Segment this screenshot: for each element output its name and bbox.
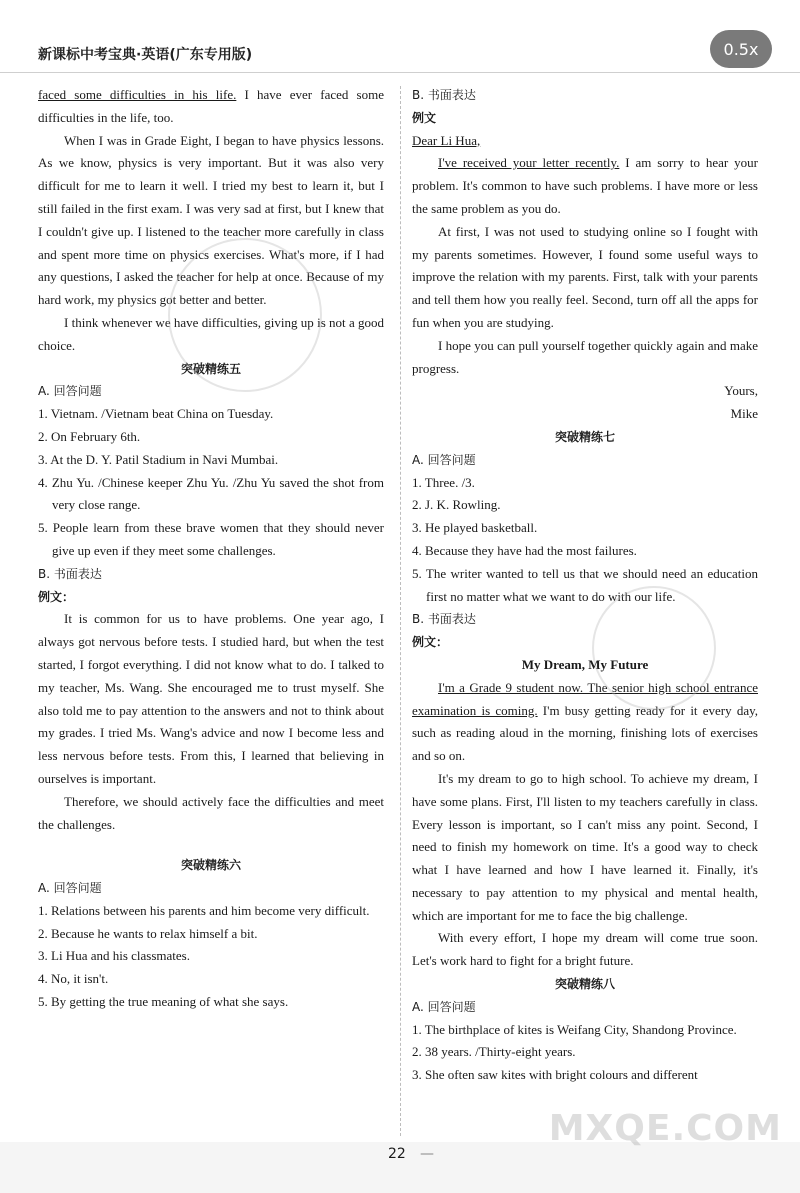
section-b-label: B. 书面表达 [412, 612, 476, 627]
letter-paragraph: At first, I was not used to studying online so I fought with my parents sometimes. However, I found some useful ways to improve the relation with my parents. First, talk with your parents and tell them how you really feel. Second, turn off all the apps for fun when you are studying. [412, 223, 758, 330]
site-watermark: MXQE.COM [548, 1108, 782, 1149]
answer-item: 1. Relations between his parents and him become very difficult. [38, 902, 370, 918]
answer-item: 5. The writer wanted to tell us that we should need an education first no matter what we want to do with our life. [412, 565, 758, 604]
example-essay-paragraph: It is common for us to have problems. One year ago, I always got nervous before tests. I studied hard, but when the test started, I forgot everything. I did not know what to do. I talked to my teacher, Ms. Wang. She encouraged me to trust myself. She also told me to pay attention to the answers and not to think about my grades. I tried Ms. Wang's advice and now I become less and less nervous before tests. From this, I learned that believing in ourselves is important. [38, 611, 384, 786]
example-label: 例文： [38, 589, 75, 604]
left-column [38, 84, 384, 1014]
answer-item: 1. Vietnam. /Vietnam beat China on Tuesday. [38, 406, 274, 422]
page-number: 22 [388, 1146, 406, 1162]
answer-item: 3. Li Hua and his classmates. [38, 948, 190, 964]
section-a-label: A. 回答问题 [38, 384, 102, 399]
answer-item: 3. He played basketball. [412, 520, 538, 536]
section-b-label: B. 书面表达 [38, 566, 102, 581]
essay-paragraph: It's my dream to go to high school. To achieve my dream, I have some plans. First, I'll listen to my teachers carefully in class. Every lesson is important, so I can't miss any point. Second, I need to finish my homework on time. It's a good way to check what I have learned and how I have learned it. Finally, it's necessary to pay attention to my physical and mental health, which are important for me to face the big challenge. [412, 770, 758, 923]
essay-end-paragraph: faced some difficulties in his life. I have ever faced some difficulties in the life, too. [38, 87, 384, 125]
letter-signature: Mike [730, 406, 758, 422]
example-label: 例文： [412, 635, 449, 650]
essay-conclusion: I think whenever we have difficulties, giving up is not a good choice. [38, 314, 384, 353]
section-a-label: A. 回答问题 [412, 452, 476, 467]
letter-paragraph: I've received your letter recently. I am sorry to hear your problem. It's common to have such problems. I have more or less the same problem as you do. [412, 155, 758, 216]
section-a-label: A. 回答问题 [38, 881, 102, 896]
answer-item: 2. J. K. Rowling. [412, 497, 501, 513]
essay-paragraph: With every effort, I hope my dream will come true soon. Let's work hard to fight for a bright future. [412, 930, 758, 969]
playback-speed-button[interactable]: 0.5x [710, 30, 772, 68]
answer-item: 2. Because he wants to relax himself a bit. [38, 925, 258, 941]
letter-salutation: Dear Li Hua, [412, 132, 481, 148]
answer-item: 1. Three. /3. [412, 474, 475, 490]
letter-paragraph: I hope you can pull yourself together quickly again and make progress. [412, 337, 758, 376]
essay-paragraph: I'm a Grade 9 student now. The senior high school entrance examination is coming. I'm busy getting ready for it every day, such as reading aloud in the morning, finishing lots of exercises and so on. [412, 679, 758, 764]
answer-item: 5. People learn from these brave women that they should never give up even if they meet some challenges. [38, 520, 384, 558]
right-column [412, 84, 758, 1087]
answer-item: 3. She often saw kites with bright colours and different [412, 1067, 698, 1083]
answer-item: 3. At the D. Y. Patil Stadium in Navi Mumbai. [38, 451, 279, 467]
section-a-label: A. 回答问题 [412, 999, 476, 1014]
page-header [0, 0, 800, 73]
answer-item: 4. Zhu Yu. /Chinese keeper Zhu Yu. /Zhu Yu saved the shot from very close range. [38, 474, 384, 513]
section-title-7: 突破精练七 [554, 429, 615, 444]
essay-title: My Dream, My Future [521, 656, 649, 672]
answer-item: 2. On February 6th. [38, 428, 141, 444]
book-title: 新课标中考宝典·英语(广东专用版) [38, 47, 253, 63]
essay-body-paragraph: When I was in Grade Eight, I began to have physics lessons. As we know, physics is very important. But it was also very difficult for me to learn it well. I tried my best to learn it, but I still failed in the first exam. I was very sad at first, but I knew that I couldn't give up. I listened to the teacher more carefully in class and spent more time on physics exercises. What's more, if I had any questions, I asked the teacher for help at once. Because of my hard work, my physics got better and better. [38, 132, 384, 308]
section-b-label: B. 书面表达 [412, 88, 476, 102]
section-title-6: 突破精练六 [180, 858, 241, 873]
letter-closing: Yours, [724, 383, 758, 399]
answer-item: 5. By getting the true meaning of what she says. [38, 994, 289, 1010]
section-title-8: 突破精练八 [554, 977, 615, 992]
example-label: 例文 [412, 110, 437, 125]
answer-item: 4. Because they have had the most failures. [412, 542, 637, 558]
example-essay-conclusion: Therefore, we should actively face the difficulties and meet the challenges. [38, 793, 384, 832]
answer-item: 4. No, it isn't. [38, 971, 109, 987]
section-title-5: 突破精练五 [180, 361, 241, 376]
watermark-stamp [168, 238, 322, 392]
column-divider [400, 86, 401, 1136]
answer-item: 2. 38 years. /Thirty-eight years. [412, 1044, 576, 1060]
watermark-stamp [592, 586, 716, 710]
page-dash: — [420, 1146, 434, 1162]
answer-item: 1. The birthplace of kites is Weifang City, Shandong Province. [412, 1021, 737, 1037]
